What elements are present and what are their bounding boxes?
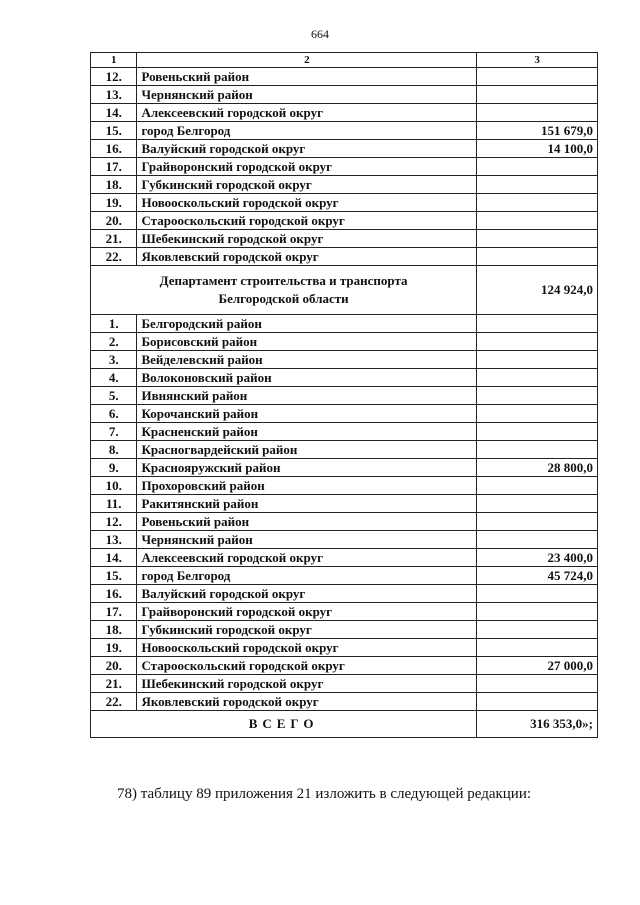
- row-value: [477, 585, 598, 603]
- table-row: [91, 585, 598, 603]
- table-row: [91, 122, 598, 140]
- table-row: [91, 549, 598, 567]
- row-value: [477, 176, 598, 194]
- row-number: 13.: [91, 86, 137, 104]
- row-number: 14.: [91, 549, 137, 567]
- header-col-3: 3: [477, 53, 598, 68]
- department-value: 124 924,0: [477, 266, 598, 315]
- row-value: [477, 248, 598, 266]
- table-row: [91, 513, 598, 531]
- row-value: [477, 68, 598, 86]
- table-row: [91, 230, 598, 248]
- row-number: 1.: [91, 315, 137, 333]
- row-number: 14.: [91, 104, 137, 122]
- table-row: [91, 675, 598, 693]
- row-value: [477, 158, 598, 176]
- row-value: [477, 230, 598, 248]
- row-value: [477, 194, 598, 212]
- row-number: 8.: [91, 441, 137, 459]
- row-name: Новооскольский городской округ: [137, 194, 477, 212]
- table-row: [91, 441, 598, 459]
- table-row: [91, 495, 598, 513]
- row-value: [477, 351, 598, 369]
- table-row: [91, 194, 598, 212]
- table-row: [91, 315, 598, 333]
- row-value: [477, 369, 598, 387]
- row-name: Чернянский район: [137, 86, 477, 104]
- table-row: [91, 351, 598, 369]
- table-row: [91, 693, 598, 711]
- row-value: [477, 405, 598, 423]
- row-value: [477, 639, 598, 657]
- row-name: Красненский район: [137, 423, 477, 441]
- row-number: 11.: [91, 495, 137, 513]
- row-name: Шебекинский городской округ: [137, 675, 477, 693]
- row-value: [477, 423, 598, 441]
- row-value: [477, 104, 598, 122]
- row-number: 7.: [91, 423, 137, 441]
- row-number: 13.: [91, 531, 137, 549]
- row-number: 3.: [91, 351, 137, 369]
- row-number: 6.: [91, 405, 137, 423]
- table-row: [91, 459, 598, 477]
- row-number: 22.: [91, 693, 137, 711]
- table-row: [91, 387, 598, 405]
- row-name: Краснояружский район: [137, 459, 477, 477]
- row-name: Алексеевский городской округ: [137, 549, 477, 567]
- row-number: 15.: [91, 567, 137, 585]
- row-name: Вейделевский район: [137, 351, 477, 369]
- row-number: 17.: [91, 158, 137, 176]
- department-name-line1: Департамент строительства и транспорта: [159, 273, 408, 288]
- table-row: [91, 333, 598, 351]
- table-row: [91, 248, 598, 266]
- table-row: [91, 603, 598, 621]
- row-number: 10.: [91, 477, 137, 495]
- row-number: 9.: [91, 459, 137, 477]
- row-name: Старооскольский городской округ: [137, 212, 477, 230]
- row-name: Валуйский городской округ: [137, 585, 477, 603]
- row-value: 14 100,0: [477, 140, 598, 158]
- row-number: 18.: [91, 621, 137, 639]
- row-value: 23 400,0: [477, 549, 598, 567]
- table-row: [91, 86, 598, 104]
- table-row: [91, 423, 598, 441]
- row-value: 28 800,0: [477, 459, 598, 477]
- department-name: [91, 266, 477, 315]
- department-row: [91, 266, 598, 315]
- total-label: ВСЕГО: [91, 711, 477, 738]
- row-number: 18.: [91, 176, 137, 194]
- total-row: [91, 711, 598, 738]
- row-name: Корочанский район: [137, 405, 477, 423]
- row-name: Волоконовский район: [137, 369, 477, 387]
- row-number: 12.: [91, 513, 137, 531]
- header-col-2: 2: [137, 53, 477, 68]
- row-name: Новооскольский городской округ: [137, 639, 477, 657]
- table-row: [91, 567, 598, 585]
- table-row: [91, 140, 598, 158]
- row-value: [477, 212, 598, 230]
- row-name: Борисовский район: [137, 333, 477, 351]
- row-number: 16.: [91, 140, 137, 158]
- row-name: Грайворонский городской округ: [137, 158, 477, 176]
- row-value: [477, 86, 598, 104]
- row-value: [477, 333, 598, 351]
- row-value: [477, 495, 598, 513]
- row-number: 16.: [91, 585, 137, 603]
- budget-table: [90, 52, 598, 738]
- row-number: 5.: [91, 387, 137, 405]
- row-value: [477, 477, 598, 495]
- row-value: [477, 315, 598, 333]
- total-value: 316 353,0»;: [477, 711, 598, 738]
- row-number: 22.: [91, 248, 137, 266]
- row-value: [477, 387, 598, 405]
- table-row: [91, 104, 598, 122]
- row-number: 2.: [91, 333, 137, 351]
- row-number: 21.: [91, 230, 137, 248]
- row-value: [477, 621, 598, 639]
- table-row: [91, 369, 598, 387]
- row-name: Ракитянский район: [137, 495, 477, 513]
- row-name: Ивнянский район: [137, 387, 477, 405]
- row-name: Шебекинский городской округ: [137, 230, 477, 248]
- row-name: Белгородский район: [137, 315, 477, 333]
- row-number: 17.: [91, 603, 137, 621]
- row-value: [477, 513, 598, 531]
- table-row: [91, 531, 598, 549]
- row-value: [477, 531, 598, 549]
- table-header-row: [91, 53, 598, 68]
- row-name: Ровеньский район: [137, 68, 477, 86]
- page-number: 664: [311, 27, 329, 41]
- table-row: [91, 621, 598, 639]
- table-row: [91, 68, 598, 86]
- row-value: 45 724,0: [477, 567, 598, 585]
- row-name: город Белгород: [137, 122, 477, 140]
- row-name: Чернянский район: [137, 531, 477, 549]
- table-row: [91, 405, 598, 423]
- row-name: Губкинский городской округ: [137, 176, 477, 194]
- row-name: Грайворонский городской округ: [137, 603, 477, 621]
- row-name: Валуйский городской округ: [137, 140, 477, 158]
- row-name: Старооскольский городской округ: [137, 657, 477, 675]
- row-name: Губкинский городской округ: [137, 621, 477, 639]
- table-row: [91, 477, 598, 495]
- row-value: [477, 675, 598, 693]
- row-name: Яковлевский городской округ: [137, 248, 477, 266]
- row-number: 20.: [91, 212, 137, 230]
- row-name: город Белгород: [137, 567, 477, 585]
- row-value: 27 000,0: [477, 657, 598, 675]
- row-name: Прохоровский район: [137, 477, 477, 495]
- row-number: 20.: [91, 657, 137, 675]
- table-row: [91, 176, 598, 194]
- table-row: [91, 657, 598, 675]
- row-value: [477, 441, 598, 459]
- header-col-1: 1: [91, 53, 137, 68]
- row-number: 15.: [91, 122, 137, 140]
- row-value: [477, 693, 598, 711]
- row-name: Красногвардейский район: [137, 441, 477, 459]
- table-row: [91, 212, 598, 230]
- row-number: 19.: [91, 639, 137, 657]
- row-name: Ровеньский район: [137, 513, 477, 531]
- row-number: 21.: [91, 675, 137, 693]
- table-row: [91, 639, 598, 657]
- row-number: 19.: [91, 194, 137, 212]
- row-name: Алексеевский городской округ: [137, 104, 477, 122]
- row-name: Яковлевский городской округ: [137, 693, 477, 711]
- row-value: 151 679,0: [477, 122, 598, 140]
- row-number: 4.: [91, 369, 137, 387]
- row-number: 12.: [91, 68, 137, 86]
- table-row: [91, 158, 598, 176]
- row-value: [477, 603, 598, 621]
- instruction-text: 78) таблицу 89 приложения 21 изложить в следующей редакции:: [117, 786, 532, 802]
- department-name-line2: Белгородской области: [218, 291, 349, 306]
